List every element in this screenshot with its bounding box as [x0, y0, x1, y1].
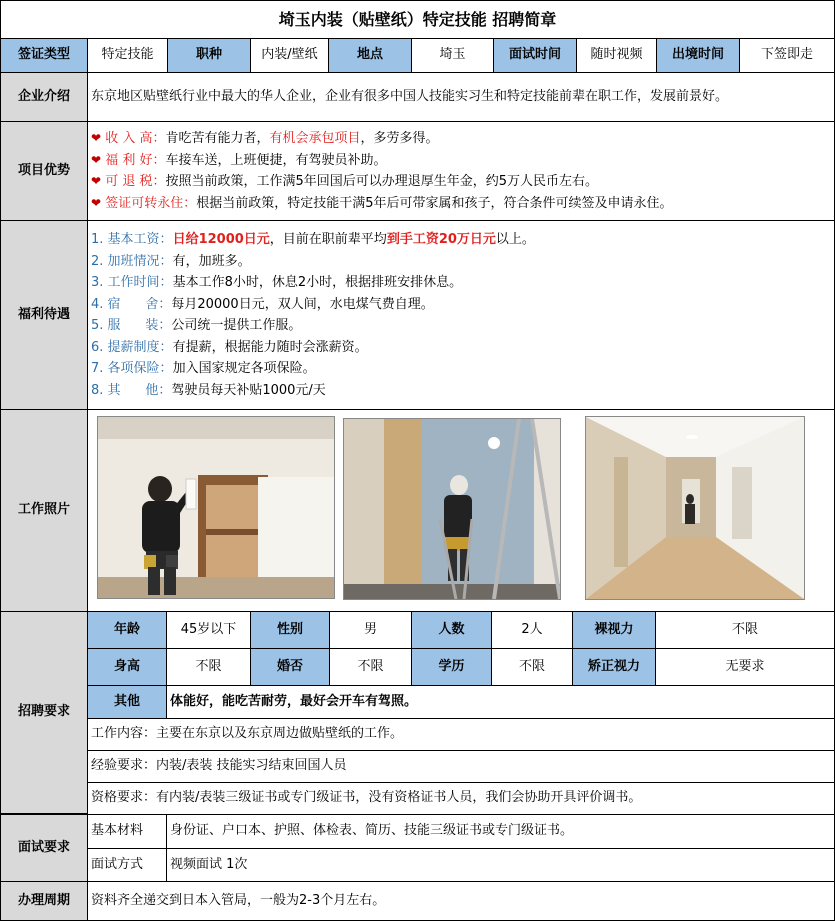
departure-label: 出境时间 — [656, 38, 740, 73]
benefits-label: 福利待遇 — [0, 220, 88, 410]
period-value: 资料齐全递交到日本入管局，一般为2-3个月左右。 — [87, 881, 835, 921]
benefit-highlight: 到手工资20万日元 — [386, 232, 496, 247]
advantages-list — [87, 121, 835, 221]
benefit-key: 加班情况： — [107, 253, 173, 269]
age-label: 年龄 — [87, 611, 167, 649]
period-label: 办理周期 — [0, 881, 88, 921]
advantage-text: 根据当前政策，特定技能干满5年后可带家属和孩子，符合条件可续签及申请永住。 — [196, 195, 673, 211]
education-value: 不限 — [491, 648, 573, 686]
gender-label: 性别 — [250, 611, 330, 649]
advantage-item — [91, 128, 439, 150]
heart-icon: ❤ — [91, 131, 102, 145]
location-value: 埼玉 — [411, 38, 494, 73]
advantage-key: 收 入 高： — [105, 131, 166, 146]
benefit-key: 提薪制度： — [107, 339, 173, 355]
job-label: 职种 — [167, 38, 251, 73]
qualification-requirement: 资格要求：有内装/表装三级证书或专门级证书，没有资格证书人员，我们会协助开具评价调书。 — [87, 782, 835, 815]
advantage-item — [91, 193, 673, 215]
heart-icon: ❤ — [91, 174, 102, 188]
benefit-item: 4. 宿 舍：每月20000日元，双人间，水电煤气费自理。 — [91, 296, 434, 312]
marital-label: 婚否 — [250, 648, 330, 686]
advantage-text: 车接车送，上班便捷，有驾驶员补助。 — [165, 152, 387, 168]
benefit-key: 基本工资： — [107, 232, 173, 247]
benefit-highlight: 日给12000日元 — [172, 232, 270, 247]
benefit-key: 其 他： — [107, 382, 172, 398]
advantage-key: 签证可转永住： — [105, 195, 197, 211]
experience-requirement: 经验要求：内装/表装 技能实习结束回国人员 — [87, 750, 835, 783]
count-label: 人数 — [411, 611, 492, 649]
page-title: 埼玉内装（贴壁纸）特定技能 招聘简章 — [0, 0, 835, 39]
requirements-label: 招聘要求 — [0, 611, 88, 814]
advantage-text: 肯吃苦有能力者， — [165, 131, 270, 146]
advantage-key: 福 利 好： — [105, 152, 166, 168]
count-value: 2人 — [491, 611, 573, 649]
benefit-key: 各项保险： — [107, 361, 173, 376]
height-label: 身高 — [87, 648, 167, 686]
benefit-item: 6. 提薪制度：有提薪，根据能力随时会涨薪资。 — [91, 339, 368, 355]
visa-type-value: 特定技能 — [87, 38, 168, 73]
advantage-item — [91, 150, 386, 172]
work-photo-hallway — [585, 416, 805, 600]
method-label: 面试方式 — [87, 848, 167, 882]
heart-icon: ❤ — [91, 195, 102, 210]
benefit-item: 5. 服 装：公司统一提供工作服。 — [91, 318, 302, 333]
photos-label: 工作照片 — [0, 409, 88, 612]
vision-label: 裸视力 — [572, 611, 656, 649]
advantages-label: 项目优势 — [0, 121, 88, 221]
advantage-highlight: 有机会承包项目 — [269, 131, 361, 146]
corrected-vision-value: 无要求 — [655, 648, 835, 686]
other-value: 体能好，能吃苦耐劳，最好会开车有驾照。 — [166, 685, 835, 719]
height-value: 不限 — [166, 648, 251, 686]
corrected-vision-label: 矫正视力 — [572, 648, 656, 686]
advantage-item — [91, 171, 598, 193]
benefit-key: 工作时间： — [107, 275, 173, 290]
work-photo-wallpapering — [97, 416, 335, 599]
job-value: 内装/壁纸 — [250, 38, 329, 73]
advantage-text-tail: ，多劳多得。 — [360, 131, 439, 146]
visa-type-label: 签证类型 — [0, 38, 88, 73]
company-label: 企业介绍 — [0, 72, 88, 122]
interview-time-label: 面试时间 — [493, 38, 577, 73]
education-label: 学历 — [411, 648, 492, 686]
interview-time-value: 随时视频 — [576, 38, 657, 73]
materials-value: 身份证、户口本、护照、体检表、简历、技能三级证书或专门级证书。 — [166, 814, 835, 849]
vision-value: 不限 — [655, 611, 835, 649]
benefit-key: 服 装： — [107, 318, 172, 333]
benefit-item: 8. 其 他：驾驶员每天补贴1000元/天 — [91, 382, 326, 398]
interview-label: 面试要求 — [0, 814, 88, 882]
work-photo-ladder — [343, 418, 561, 600]
marital-value: 不限 — [329, 648, 412, 686]
materials-label: 基本材料 — [87, 814, 167, 849]
departure-value: 下签即走 — [739, 38, 835, 73]
gender-value: 男 — [329, 611, 412, 649]
benefit-item: 7. 各项保险：加入国家规定各项保险。 — [91, 361, 316, 376]
benefit-key: 宿 舍： — [107, 296, 172, 312]
age-value: 45岁以下 — [166, 611, 251, 649]
benefit-item: 2. 加班情况：有，加班多。 — [91, 253, 251, 269]
benefits-list — [87, 220, 835, 410]
company-text: 东京地区贴壁纸行业中最大的华人企业，企业有很多中国人技能实习生和特定技能前辈在职工作，发展前景好。 — [87, 72, 835, 122]
work-content: 工作内容：主要在东京以及东京周边做贴壁纸的工作。 — [87, 718, 835, 751]
advantage-text: 按照当前政策，工作满5年回国后可以办理退厚生年金，约5万人民币左右。 — [165, 174, 599, 189]
other-label: 其他 — [87, 685, 167, 719]
location-label: 地点 — [328, 38, 412, 73]
heart-icon: ❤ — [91, 152, 102, 167]
method-value: 视频面试 1次 — [166, 848, 835, 882]
advantage-key: 可 退 税： — [105, 174, 166, 189]
benefit-item: 3. 工作时间：基本工作8小时，休息2小时，根据排班安排休息。 — [91, 275, 463, 290]
benefit-item: 1. 基本工资：日给12000日元，目前在职前辈平均到手工资20万日元以上。 — [91, 232, 535, 247]
